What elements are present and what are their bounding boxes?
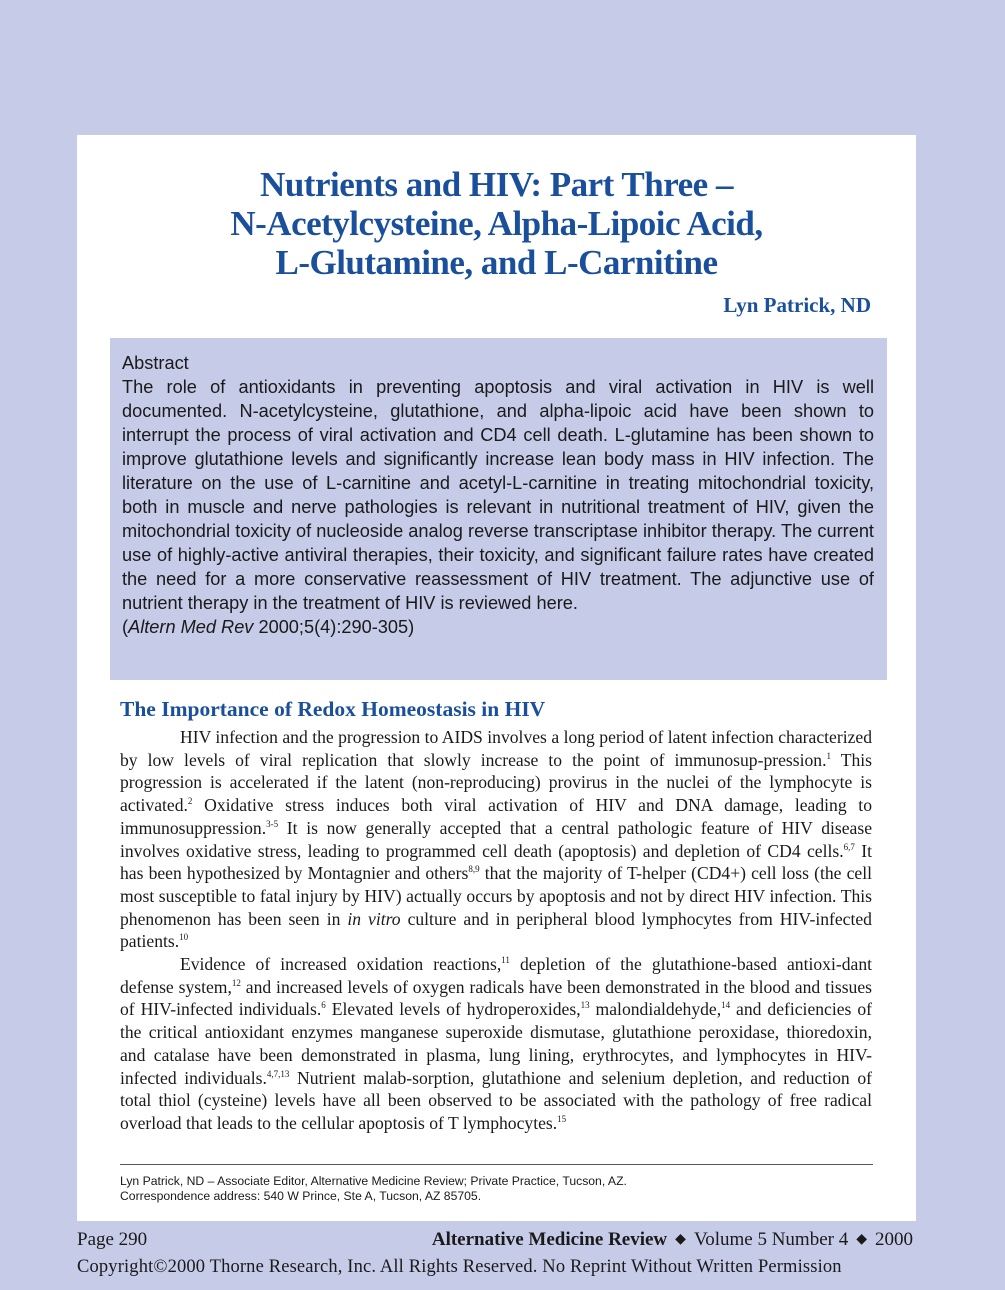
diamond-separator-icon: ◆: [856, 1232, 867, 1247]
reference-superscript: 10: [179, 932, 189, 943]
body-paragraph-2: [120, 953, 872, 1135]
section-heading: The Importance of Redox Homeostasis in HIV: [120, 697, 546, 721]
article-author: Lyn Patrick, ND: [723, 293, 871, 317]
body-text-run: and increased levels of oxygen radicals have been demonstrated in the blood and tissues of HIV-infected individuals.: [120, 976, 872, 1020]
citation-journal: Altern Med Rev: [128, 617, 254, 637]
article-title: [77, 165, 916, 282]
body-text-run: culture and in peripheral blood lymphocytes from HIV-infected patients.: [120, 908, 872, 952]
body-text-run: depletion of the glutathione-based antioxi-dant defense system,: [120, 954, 872, 997]
reference-superscript: 2: [187, 796, 193, 807]
body-text-run: Nutrient malab-sorption, glutathione and selenium depletion, and reduction of total thiol (cysteine) levels have all been observed to be associated with the pathology of free radical overload that leads to the cellular apoptosis of T lymphocytes.: [120, 1067, 872, 1133]
title-line-1: Nutrients and HIV: Part Three –: [260, 165, 733, 204]
reference-superscript: 6: [321, 1000, 326, 1011]
body-text-run: It is now generally accepted that a central pathologic feature of HIV disease involves oxidative stress, leading to programmed cell death (apoptosis) and depletion of CD4 cells.: [120, 817, 872, 861]
body-text-run: and deficiencies of the critical antioxidant enzymes manganese superoxide dismutase, glutathione peroxidase, thioredoxin, and catalase have been demonstrated in plasma, lung lining, erythrocytes, and lymphocytes in HIV-infected individuals.: [120, 999, 872, 1088]
footnote-divider: [120, 1164, 873, 1165]
journal-year: 2000: [875, 1229, 913, 1250]
body-text-run: that the majority of T-helper (CD4+) cell loss (the cell most susceptible to fatal injury by HIV) actually occurs by apoptosis and not by direct HIV infection. This phenomenon has been seen in: [120, 863, 872, 929]
page-number: Page 290: [77, 1229, 148, 1250]
journal-volume: Volume 5 Number 4: [693, 1229, 849, 1250]
reference-superscript: 1: [826, 750, 832, 761]
italic-term: in vitro: [347, 908, 401, 929]
reference-superscript: 3-5: [266, 818, 279, 829]
citation-details: 2000;5(4):290-305): [253, 617, 415, 637]
journal-name: Alternative Medicine Review: [431, 1229, 668, 1250]
reference-superscript: 12: [231, 977, 241, 988]
footnote-correspondence: Correspondence address: 540 W Prince, Ste A, Tucson, AZ 85705.: [120, 1189, 482, 1203]
reference-superscript: 15: [557, 1113, 567, 1124]
body-text-run: This progression is accelerated if the latent (non-reproducing) provirus in the nuclei of the lymphocyte is activated.: [120, 749, 873, 816]
body-text-run: malondialdehyde,: [589, 999, 722, 1020]
body-paragraph-1: [120, 726, 872, 953]
journal-footer: [432, 1229, 913, 1251]
reference-superscript: 14: [721, 1000, 731, 1011]
footnote-affiliation: Lyn Patrick, ND – Associate Editor, Alternative Medicine Review; Private Practice, Tucson, AZ.: [120, 1174, 627, 1188]
copyright-notice: Copyright©2000 Thorne Research, Inc. All Rights Reserved. No Reprint Without Written Permission: [77, 1257, 842, 1277]
abstract-body: The role of antioxidants in preventing apoptosis and viral activation in HIV is well documented. N-acetylcysteine, glutathione, and alpha-lipoic acid have been shown to interrupt the process of viral activation and CD4 cell death. L-glutamine has been shown to improve glutathione levels and significantly increase lean body mass in HIV infection. The literature on the use of L-carnitine and acetyl-L-carnitine in treating mitochondrial toxicity, both in muscle and nerve pathologies is relevant in nutritional treatment of HIV, given the mitochondrial toxicity of nucleoside analog reverse transcriptase inhibitor therapy. The current use of highly-active antiviral therapies, their toxicity, and significant failure rates have created the need for a more conservative reassessment of HIV treatment. The adjunctive use of nutrient therapy in the treatment of HIV is reviewed here.: [122, 377, 874, 613]
reference-superscript: 4,7,13: [266, 1068, 290, 1079]
citation-open: (: [122, 617, 129, 637]
body-text-run: It has been hypothesized by Montagnier and others: [120, 840, 872, 884]
reference-superscript: 11: [501, 955, 510, 966]
reference-superscript: 6,7: [843, 841, 855, 852]
article-page: [77, 135, 916, 1221]
author-footnote: [120, 1174, 880, 1204]
body-text-run: Elevated levels of hydroperoxides,: [325, 999, 581, 1020]
diamond-separator-icon: ◆: [675, 1232, 686, 1247]
abstract-heading: Abstract: [122, 353, 189, 373]
body-text-run: Oxidative stress induces both viral activation of HIV and DNA damage, leading to immunosuppression.: [120, 795, 872, 838]
abstract-citation: [122, 615, 874, 639]
abstract-box: [110, 338, 887, 680]
title-line-2: N-Acetylcysteine, Alpha-Lipoic Acid,: [230, 204, 763, 243]
section-body: [120, 726, 872, 1135]
reference-superscript: 8,9: [468, 864, 480, 875]
body-text-run: HIV infection and the progression to AIDS involves a long period of latent infection characterized by low levels of viral replication that slowly increase to the point of immunosup-pression.: [120, 727, 872, 770]
title-line-3: L-Glutamine, and L-Carnitine: [275, 243, 718, 282]
reference-superscript: 13: [580, 1000, 590, 1011]
body-text-run: Evidence of increased oxidation reactions,: [180, 954, 502, 975]
